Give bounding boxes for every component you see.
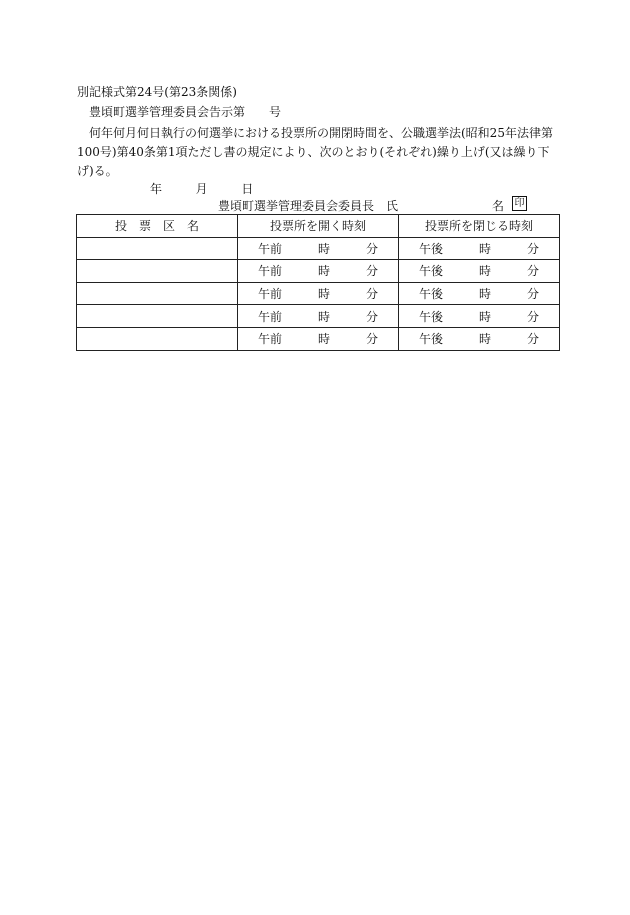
date-line: [150, 181, 253, 197]
open-hour-label: 時: [317, 241, 330, 256]
open-minute-label: 分: [365, 332, 378, 347]
close-minute-label: 分: [526, 287, 539, 302]
open-hour-label: 時: [317, 287, 330, 302]
district-name-cell[interactable]: [77, 305, 238, 328]
district-name-cell[interactable]: [77, 260, 238, 283]
close-ampm-label: 午後: [419, 332, 444, 347]
year-label: 年: [150, 182, 163, 196]
table-row: [77, 305, 560, 328]
open-minute-label: 分: [365, 241, 378, 256]
open-hour-label: 時: [317, 309, 330, 324]
open-time-cell[interactable]: [238, 327, 399, 350]
close-hour-label: 時: [478, 241, 491, 256]
open-time-fields: [238, 285, 398, 302]
open-time-fields: [238, 262, 398, 279]
close-time-cell[interactable]: [399, 282, 560, 305]
table-row: [77, 260, 560, 283]
open-time-fields: [238, 308, 398, 325]
day-label: 日: [241, 182, 254, 196]
table-row: [77, 237, 560, 260]
close-hour-label: 時: [478, 264, 491, 279]
close-time-fields: [399, 308, 559, 325]
close-time-cell[interactable]: [399, 305, 560, 328]
open-time-fields: [238, 240, 398, 257]
open-time-cell[interactable]: [238, 305, 399, 328]
close-minute-label: 分: [526, 309, 539, 324]
open-minute-label: 分: [365, 309, 378, 324]
notice-number-line: 豊頃町選挙管理委員会告示第 号: [89, 105, 282, 119]
open-time-cell[interactable]: [238, 237, 399, 260]
header-close-time: 投票所を閉じる時刻: [399, 215, 560, 238]
close-ampm-label: 午後: [419, 287, 444, 302]
table-body: [77, 237, 560, 350]
close-ampm-label: 午後: [419, 264, 444, 279]
close-time-fields: [399, 240, 559, 257]
signature-name-label: 名: [492, 199, 505, 213]
polling-hours-table: [76, 214, 560, 351]
close-hour-label: 時: [478, 332, 491, 347]
close-hour-label: 時: [478, 309, 491, 324]
open-ampm-label: 午前: [258, 309, 283, 324]
signature-title: 豊頃町選挙管理委員会委員長 氏: [218, 199, 399, 213]
district-name-cell[interactable]: [77, 327, 238, 350]
open-hour-label: 時: [317, 332, 330, 347]
open-ampm-label: 午前: [258, 241, 283, 256]
header-district-name: 投 票 区 名: [77, 215, 238, 238]
open-ampm-label: 午前: [258, 332, 283, 347]
close-hour-label: 時: [478, 287, 491, 302]
close-ampm-label: 午後: [419, 241, 444, 256]
open-ampm-label: 午前: [258, 287, 283, 302]
notice-body-text: 何年何月何日執行の何選挙における投票所の開閉時間を、公職選挙法(昭和25年法律第100号)第40条第1項ただし書の規定により、次のとおり(それぞれ)繰り上げ(又は繰り下げ)る。: [77, 126, 553, 178]
district-name-cell[interactable]: [77, 237, 238, 260]
open-ampm-label: 午前: [258, 264, 283, 279]
close-time-cell[interactable]: [399, 237, 560, 260]
close-minute-label: 分: [526, 264, 539, 279]
close-minute-label: 分: [526, 332, 539, 347]
month-label: 月: [195, 182, 208, 196]
close-time-fields: [399, 285, 559, 302]
open-minute-label: 分: [365, 287, 378, 302]
close-time-fields: [399, 262, 559, 279]
open-minute-label: 分: [365, 264, 378, 279]
table-row: [77, 282, 560, 305]
close-time-cell[interactable]: [399, 327, 560, 350]
form-label: 別記様式第24号(第23条関係): [77, 85, 237, 99]
seal-mark: 印: [512, 196, 527, 211]
table-header-row: [77, 215, 560, 238]
open-hour-label: 時: [317, 264, 330, 279]
open-time-fields: [238, 330, 398, 347]
table-row: [77, 327, 560, 350]
close-time-cell[interactable]: [399, 260, 560, 283]
close-time-fields: [399, 330, 559, 347]
open-time-cell[interactable]: [238, 260, 399, 283]
header-open-time: 投票所を開く時刻: [238, 215, 399, 238]
open-time-cell[interactable]: [238, 282, 399, 305]
close-ampm-label: 午後: [419, 309, 444, 324]
district-name-cell[interactable]: [77, 282, 238, 305]
close-minute-label: 分: [526, 241, 539, 256]
